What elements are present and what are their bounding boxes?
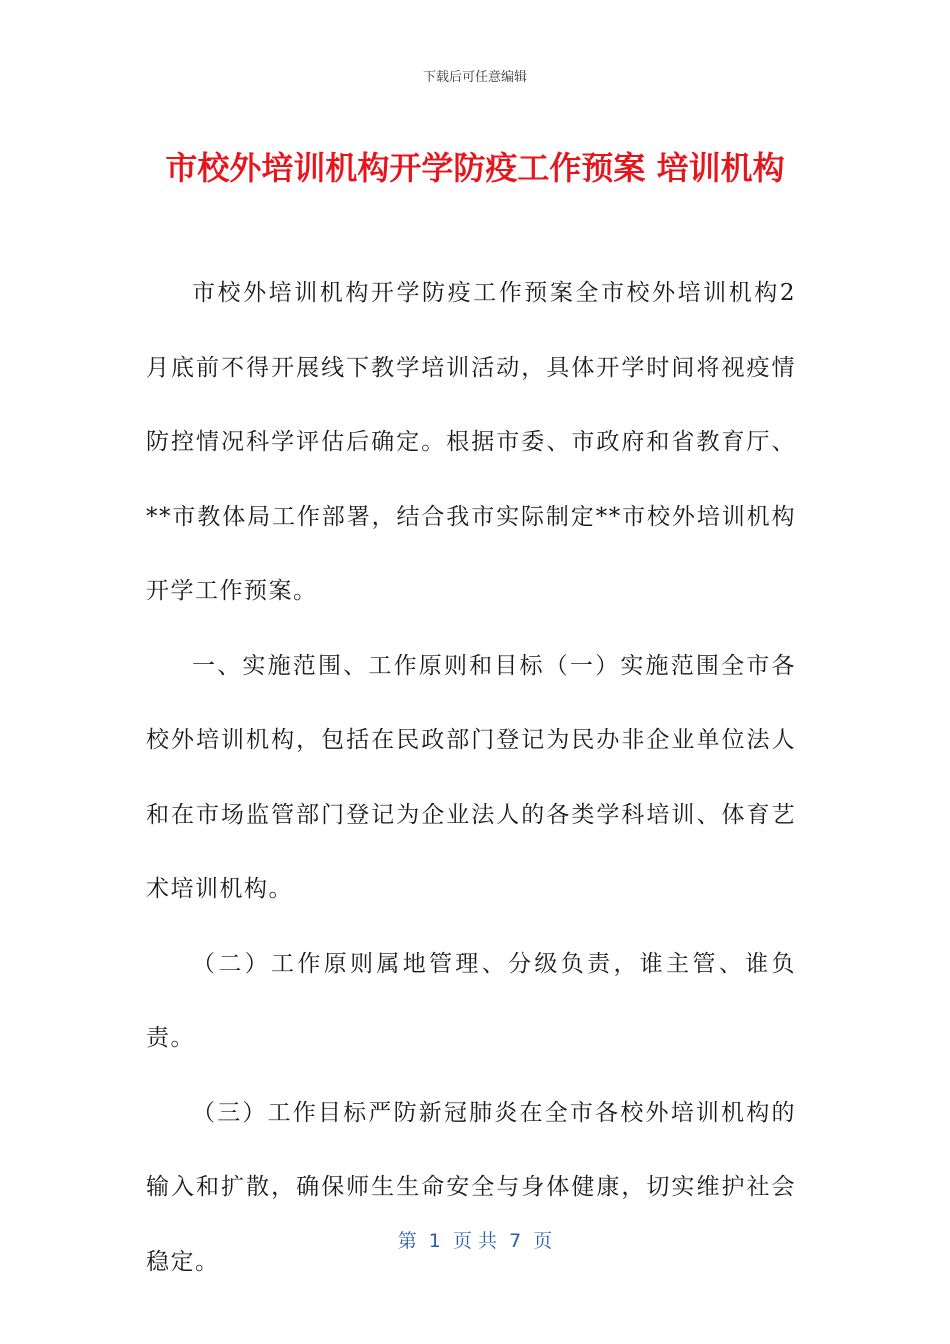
- page-number-footer: 第 1 页 共 7 页: [397, 1230, 553, 1252]
- paragraph: （三）工作目标严防新冠肺炎在全市各校外培训机构的输入和扩散，确保师生生命安全与身体健康，切实维护社会稳定。: [146, 1099, 796, 1275]
- paragraph: （二）工作原则属地管理、分级负责，谁主管、谁负责。: [146, 950, 796, 1051]
- paragraph: 市校外培训机构开学防疫工作预案全市校外培训机构2月底前不得开展线下教学培训活动，具体开学时间将视疫情防控情况科学评估后确定。根据市委、市政府和省教育厅、**市教体局工作部署，结合我市实际制定**市校外培训机构开学工作预案。: [146, 280, 796, 604]
- paragraph: 一、实施范围、工作原则和目标（一）实施范围全市各校外培训机构，包括在民政部门登记为民办非企业单位法人和在市场监管部门登记为企业法人的各类学科培训、体育艺术培训机构。: [146, 652, 796, 902]
- document-body: [146, 256, 796, 1299]
- header-note: 下载后可任意编辑: [422, 70, 527, 85]
- document-title: 市校外培训机构开学防疫工作预案 培训机构: [165, 149, 785, 187]
